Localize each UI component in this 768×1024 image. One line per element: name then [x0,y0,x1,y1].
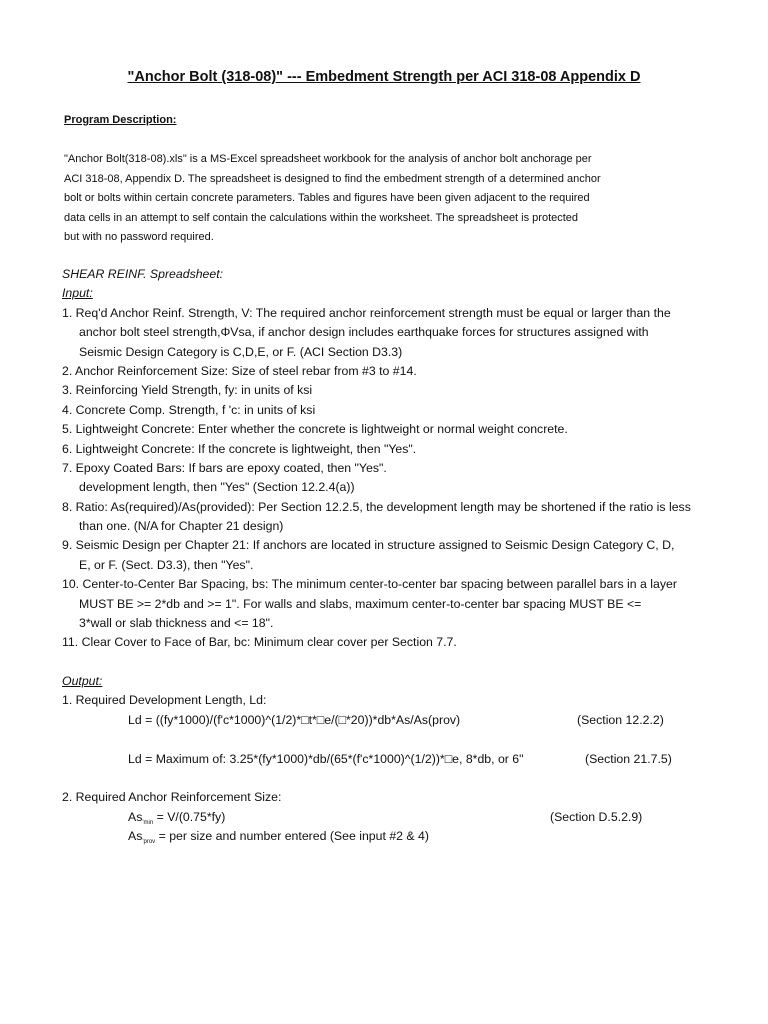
input-item: 3. Reinforcing Yield Strength, fy: in units of ksi [62,383,313,398]
input-item-continuation: 3*wall or slab thickness and <= 18". [79,616,274,631]
as-subscript: 'prov [142,839,156,846]
equation-row [62,808,712,827]
input-item-continuation: MUST BE >= 2*db and >= 1". For walls and slabs, maximum center-to-center bar spacing MUST BE <= [79,596,642,611]
input-heading: Input: [62,286,93,301]
input-item: 1. Req'd Anchor Reinf. Strength, V: The required anchor reinforcement strength must be equal or larger than the [62,305,671,320]
as-symbol: As [128,829,143,844]
output-item: 2. Required Anchor Reinforcement Size: [62,790,282,805]
description-line: bolt or bolts within certain concrete parameters. Tables and figures have been given adjacent to the required [64,192,590,204]
equation-row [62,750,712,769]
input-item: 9. Seismic Design per Chapter 21: If anchors are located in structure assigned to Seismic Design Category C, D, [62,538,675,553]
input-item-continuation: anchor bolt steel strength,ΦVsa, if anchor design includes earthquake forces for structures assigned with [79,325,649,340]
as-min-expression: = V/(0.75*fy) [153,809,226,824]
input-item-continuation: Seismic Design Category is C,D,E, or F. (ACI Section D3.3) [79,344,403,359]
output-item: 1. Required Development Length, Ld: [62,693,267,708]
shear-reinf-output-section [62,672,712,847]
input-item-continuation: development length, then "Yes" (Section 12.2.4(a)) [79,480,355,495]
input-item: 8. Ratio: As(required)/As(provided): Per Section 12.2.5, the development length may be shortened if the ratio is less [62,499,691,514]
description-line: data cells in an attempt to self contain the calculations within the worksheet. The spreadsheet is protected [64,211,579,224]
equation-as-prov [128,827,429,846]
blank-line [62,769,712,788]
description-line: ACI 318-08, Appendix D. The spreadsheet is designed to find the embedment strength of a determined anchor [64,172,601,185]
input-item: 10. Center-to-Center Bar Spacing, bs: The minimum center-to-center bar spacing between parallel bars in a layer [62,577,677,592]
description-line: "Anchor Bolt(318-08).xls" is a MS-Excel spreadsheet workbook for the analysis of anchor bolt anchorage per [64,153,592,165]
shear-reinf-input-section [62,265,712,653]
as-subscript: 'min [142,819,154,826]
input-item: 6. Lightweight Concrete: If the concrete is lightweight, then "Yes". [62,441,417,456]
input-item: 4. Concrete Comp. Strength, f 'c: in units of ksi [62,402,316,417]
description-line: but with no password required. [64,231,214,243]
output-heading: Output: [62,674,103,688]
section-reference: (Section D.5.2.9) [550,809,643,824]
section-reference: (Section 21.7.5) [585,751,672,766]
input-item: 11. Clear Cover to Face of Bar, bc: Minimum clear cover per Section 7.7. [62,635,457,650]
program-description-text [64,150,704,248]
sheet-title: SHEAR REINF. Spreadsheet: [62,267,224,281]
as-symbol: As [128,809,143,824]
equation-row [62,711,712,730]
program-description-heading: Program Description: [64,114,177,126]
equation-ld-seismic: Ld = Maximum of: 3.25*(fy*1000)*db/(65*(f'c*1000)^(1/2))*□e, 8*db, or 6" [128,751,524,766]
input-item-continuation: E, or F. (Sect. D3.3), then "Yes". [79,557,254,572]
input-item: 2. Anchor Reinforcement Size: Size of steel rebar from #3 to #14. [62,363,417,378]
input-item: 7. Epoxy Coated Bars: If bars are epoxy coated, then "Yes". [62,460,387,475]
input-item-continuation: than one. (N/A for Chapter 21 design) [79,519,284,534]
input-item: 5. Lightweight Concrete: Enter whether the concrete is lightweight or normal weight concrete. [62,422,568,437]
section-reference: (Section 12.2.2) [577,712,664,727]
as-prov-expression: = per size and number entered (See input #2 & 4) [155,829,429,844]
blank-line [62,730,712,749]
equation-row [62,827,712,846]
document-title: "Anchor Bolt (318-08)" --- Embedment Strength per ACI 318-08 Appendix D [127,69,641,85]
equation-ld: Ld = ((fy*1000)/(f'c*1000)^(1/2)*□t*□e/(□*20))*db*As/As(prov) [128,712,461,727]
